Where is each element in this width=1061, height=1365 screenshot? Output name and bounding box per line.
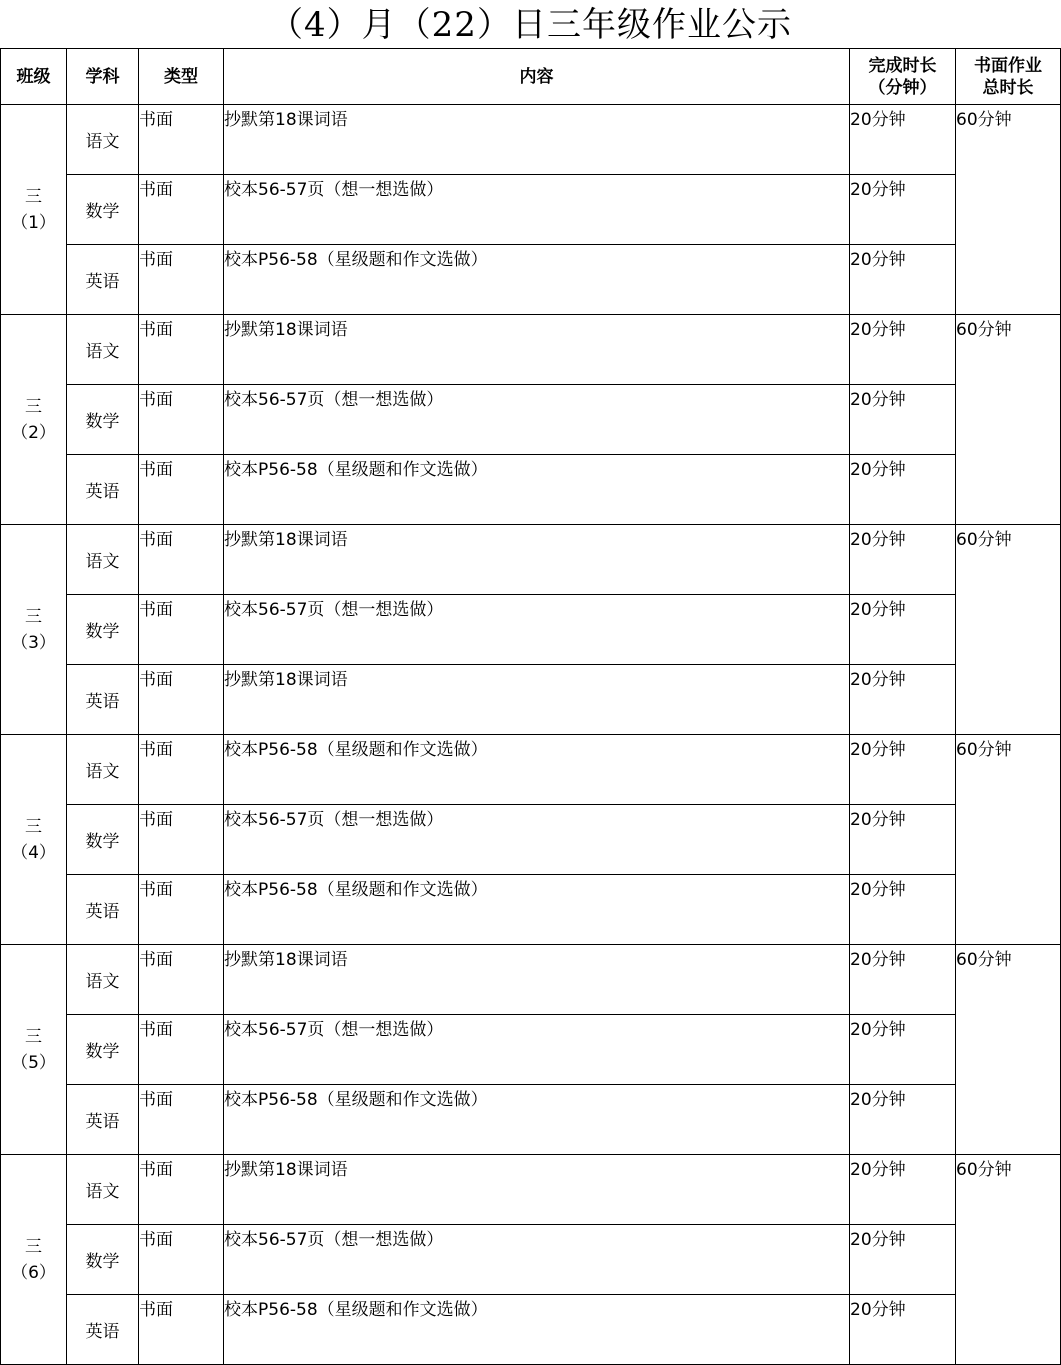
class-grade: 三	[25, 186, 42, 207]
table-row	[1, 1225, 1061, 1295]
header-content: 内容	[224, 49, 850, 105]
table-row	[1, 735, 1061, 805]
header-total-line2: 总时长	[982, 77, 1034, 98]
table-row	[1, 1295, 1061, 1365]
subject-cell: 数学	[67, 385, 139, 455]
table-row	[1, 1155, 1061, 1225]
type-cell: 书面	[139, 1155, 224, 1225]
type-cell: 书面	[139, 875, 224, 945]
page-title: （4）月（22）日三年级作业公示	[269, 5, 792, 45]
header-total	[956, 49, 1061, 105]
table-row	[1, 595, 1061, 665]
class-number: （1）	[11, 212, 56, 233]
class-cell	[1, 945, 67, 1155]
class-grade: 三	[25, 816, 42, 837]
type-cell: 书面	[139, 1295, 224, 1365]
table-row	[1, 1015, 1061, 1085]
table-row	[1, 945, 1061, 1015]
duration-cell: 20分钟	[850, 1155, 956, 1225]
duration-cell: 20分钟	[850, 175, 956, 245]
class-number: （4）	[11, 842, 56, 863]
subject-cell: 语文	[67, 945, 139, 1015]
duration-cell: 20分钟	[850, 1225, 956, 1295]
type-cell: 书面	[139, 175, 224, 245]
content-cell: 抄默第18课词语	[224, 1155, 850, 1225]
table-row	[1, 665, 1061, 735]
header-row	[1, 49, 1061, 105]
header-subject: 学科	[67, 49, 139, 105]
duration-cell: 20分钟	[850, 525, 956, 595]
type-cell: 书面	[139, 665, 224, 735]
type-cell: 书面	[139, 735, 224, 805]
homework-table	[0, 48, 1061, 1365]
subject-cell: 数学	[67, 595, 139, 665]
total-duration-cell: 60分钟	[956, 525, 1061, 735]
content-cell: 抄默第18课词语	[224, 945, 850, 1015]
header-duration-line2: （分钟）	[868, 77, 937, 98]
duration-cell: 20分钟	[850, 105, 956, 175]
class-number: （6）	[11, 1262, 56, 1283]
class-cell	[1, 105, 67, 315]
table-body	[1, 105, 1061, 1365]
class-cell	[1, 525, 67, 735]
duration-cell: 20分钟	[850, 735, 956, 805]
duration-cell: 20分钟	[850, 1015, 956, 1085]
total-duration-cell: 60分钟	[956, 105, 1061, 315]
total-duration-cell: 60分钟	[956, 945, 1061, 1155]
class-grade: 三	[25, 1236, 42, 1257]
subject-cell: 数学	[67, 175, 139, 245]
class-grade: 三	[25, 1026, 42, 1047]
type-cell: 书面	[139, 315, 224, 385]
table-row	[1, 385, 1061, 455]
content-cell: 抄默第18课词语	[224, 525, 850, 595]
subject-cell: 英语	[67, 245, 139, 315]
table-row	[1, 455, 1061, 525]
content-cell: 校本56-57页（想一想选做）	[224, 385, 850, 455]
class-number: （3）	[11, 632, 56, 653]
content-cell: 校本56-57页（想一想选做）	[224, 595, 850, 665]
duration-cell: 20分钟	[850, 1295, 956, 1365]
table-row	[1, 315, 1061, 385]
table-row	[1, 105, 1061, 175]
content-cell: 校本56-57页（想一想选做）	[224, 1225, 850, 1295]
subject-cell: 英语	[67, 665, 139, 735]
type-cell: 书面	[139, 245, 224, 315]
type-cell: 书面	[139, 595, 224, 665]
subject-cell: 语文	[67, 525, 139, 595]
duration-cell: 20分钟	[850, 805, 956, 875]
subject-cell: 数学	[67, 805, 139, 875]
content-cell: 校本P56-58（星级题和作文选做）	[224, 1085, 850, 1155]
type-cell: 书面	[139, 1085, 224, 1155]
subject-cell: 英语	[67, 875, 139, 945]
table-row	[1, 805, 1061, 875]
duration-cell: 20分钟	[850, 245, 956, 315]
class-cell	[1, 735, 67, 945]
duration-cell: 20分钟	[850, 385, 956, 455]
content-cell: 校本P56-58（星级题和作文选做）	[224, 455, 850, 525]
duration-cell: 20分钟	[850, 945, 956, 1015]
type-cell: 书面	[139, 385, 224, 455]
content-cell: 抄默第18课词语	[224, 665, 850, 735]
type-cell: 书面	[139, 525, 224, 595]
table-row	[1, 245, 1061, 315]
type-cell: 书面	[139, 1225, 224, 1295]
content-cell: 抄默第18课词语	[224, 105, 850, 175]
total-duration-cell: 60分钟	[956, 1155, 1061, 1365]
type-cell: 书面	[139, 105, 224, 175]
content-cell: 校本56-57页（想一想选做）	[224, 1015, 850, 1085]
subject-cell: 英语	[67, 1295, 139, 1365]
content-cell: 校本P56-58（星级题和作文选做）	[224, 875, 850, 945]
type-cell: 书面	[139, 1015, 224, 1085]
duration-cell: 20分钟	[850, 1085, 956, 1155]
header-duration-line1: 完成时长	[868, 55, 937, 76]
content-cell: 校本56-57页（想一想选做）	[224, 175, 850, 245]
content-cell: 校本56-57页（想一想选做）	[224, 805, 850, 875]
table-row	[1, 1085, 1061, 1155]
subject-cell: 英语	[67, 1085, 139, 1155]
content-cell: 校本P56-58（星级题和作文选做）	[224, 735, 850, 805]
class-grade: 三	[25, 606, 42, 627]
header-total-line1: 书面作业	[974, 55, 1042, 76]
subject-cell: 语文	[67, 315, 139, 385]
class-cell	[1, 1155, 67, 1365]
table-row	[1, 175, 1061, 245]
subject-cell: 语文	[67, 735, 139, 805]
content-cell: 抄默第18课词语	[224, 315, 850, 385]
type-cell: 书面	[139, 455, 224, 525]
subject-cell: 数学	[67, 1225, 139, 1295]
duration-cell: 20分钟	[850, 595, 956, 665]
table-row	[1, 525, 1061, 595]
subject-cell: 语文	[67, 1155, 139, 1225]
class-cell	[1, 315, 67, 525]
duration-cell: 20分钟	[850, 315, 956, 385]
content-cell: 校本P56-58（星级题和作文选做）	[224, 245, 850, 315]
subject-cell: 语文	[67, 105, 139, 175]
type-cell: 书面	[139, 805, 224, 875]
subject-cell: 英语	[67, 455, 139, 525]
header-class: 班级	[1, 49, 67, 105]
class-number: （2）	[11, 422, 56, 443]
class-number: （5）	[11, 1052, 56, 1073]
header-type: 类型	[139, 49, 224, 105]
total-duration-cell: 60分钟	[956, 735, 1061, 945]
class-grade: 三	[25, 396, 42, 417]
table-row	[1, 875, 1061, 945]
content-cell: 校本P56-58（星级题和作文选做）	[224, 1295, 850, 1365]
subject-cell: 数学	[67, 1015, 139, 1085]
total-duration-cell: 60分钟	[956, 315, 1061, 525]
header-duration	[850, 49, 956, 105]
duration-cell: 20分钟	[850, 875, 956, 945]
type-cell: 书面	[139, 945, 224, 1015]
duration-cell: 20分钟	[850, 455, 956, 525]
duration-cell: 20分钟	[850, 665, 956, 735]
